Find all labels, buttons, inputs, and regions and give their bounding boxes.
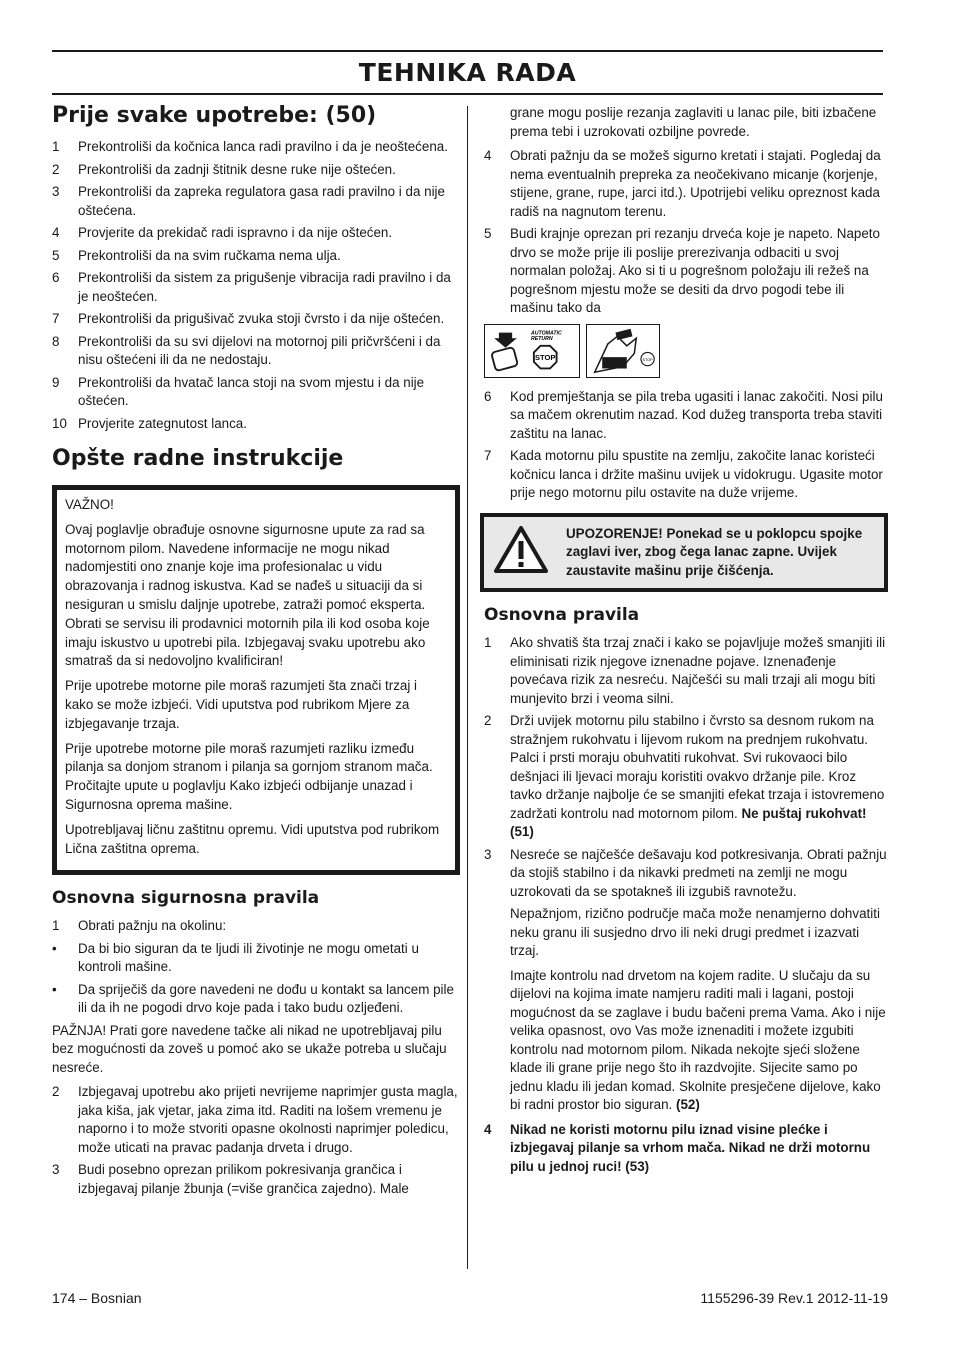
item-text: Provjerite da prekidač radi ispravno i da nije oštećen. — [78, 225, 393, 240]
important-paragraph: Upotrebljavaj ličnu zaštitnu opremu. Vidi uputstva pod rubrikom Lična zaštitna oprema. — [65, 821, 440, 856]
warning-text: UPOZORENJE! Ponekad se u poklopcu spojke zaglavi iver, zbog čega lanac zapne. Uvijek zaustavite mašinu prije čišćenja. — [566, 525, 863, 578]
item-number: 2 — [52, 161, 60, 177]
list-item — [52, 1083, 460, 1157]
list-item — [52, 917, 460, 936]
footer-page-number: 174 – Bosnian — [52, 1290, 142, 1306]
list-item — [52, 138, 460, 157]
header-rule-bottom — [52, 93, 883, 95]
important-paragraph: Ovaj poglavlje obrađuje osnovne sigurnosne upute za rad sa motornom pilom. Navedene informacije ne mogu nikad nadomjestiti ono znanje koje ima profesionalac u vidu obrazovanja i radnog iskustva. Kad se nađeš u situaciji da si nesiguran u smislu daljnje upotrebe, zatraži pomoć eksperta. Obrati se servisu ili prodavnici motornih pila ili kod osoba koje imaju iskustvo u upotrebi pila. Izbjegavaj svaku upotrebu ako smatraš da si nedovoljno kvalificiran! — [65, 521, 430, 669]
important-paragraph: Prije upotrebe motorne pile moraš razumjeti razliku između pilanja sa donjom stranom i pilanja sa gornjom stranom mača. Pročitajte upute u poglavlju Kako izbjeći odbijanje unazad i Sigurnosna oprema mašine. — [65, 740, 433, 812]
page-title: TEHNIKA RADA — [358, 58, 577, 87]
important-box — [52, 485, 460, 875]
item-text: Izbjegavaj upotrebu ako prijeti nevrijeme naprimjer gusta magla, jaka kiša, jak vjetar, jaka zima itd. Raditi na lošem vremenu je naporno i to može stvoriti opasne okolnosti naprimjer poledicu, može uticati na pravac padanja drveta i drugo. — [78, 1084, 458, 1155]
item-number: 10 — [52, 415, 67, 431]
item-text: Da bi bio siguran da te ljudi ili životinje ne mogu ometati u kontroli mašine. — [78, 940, 419, 975]
bullet-item — [52, 981, 460, 1018]
item-number: 1 — [484, 635, 492, 650]
item-number: 1 — [52, 139, 60, 154]
list-item — [52, 247, 460, 266]
item-text: Nikad ne koristi motornu pilu iznad visine plećke i izbjegavaj pilanje sa vrhom mača. Nikad ne drži motornu pilu u jednoj ruci! (53) — [510, 1121, 871, 1174]
item-text: Prekontroliši da zadnji štitnik desne ruke nije oštećen. — [78, 161, 396, 177]
list-item — [484, 388, 888, 444]
item-text: Da spriječiš da gore navedeni ne dođu u kontakt sa lancem pile ili da ih ne pogodi drvo koje pada i tako budu ozljeđeni. — [78, 981, 454, 1016]
item-text: Ako shvatiš šta trzaj znači i kako se pojavljuje možeš smanjiti ili eliminisati rizik njegove iznenadne pojave. Iznenađenje povećava rizik za nesreću. Najčešći su mali trzaji ali mogu biti munjevito brzi i veoma silni. — [510, 635, 886, 706]
important-paragraph: Prije upotrebe motorne pile moraš razumjeti šta znači trzaj i kako se može izbjeći. Vidi uputstva pod rubrikom Mjere za izbjegavanje trzaja. — [65, 678, 418, 731]
item-number: 6 — [52, 270, 60, 285]
checklist — [52, 138, 460, 433]
item-number: 4 — [484, 148, 492, 163]
paragraph: Nepažnjom, rizično područje mača može nenamjerno dohvatiti neku granu ili susjedno drvo ili neki drugi predmet i izazvati trzaj. — [510, 906, 880, 958]
bullet: • — [52, 981, 57, 997]
item-text: Prekontroliši da su svi dijelovi na motornoj pili pričvršćeni i da nisu oštećeni ili da ne nedostaju. — [78, 333, 441, 367]
section-title-osnovna-sigurnosna: Osnovna sigurnosna pravila — [52, 888, 320, 909]
warning-triangle-icon — [494, 525, 548, 573]
section-title-osnovna-pravila: Osnovna pravila — [484, 605, 640, 625]
list-item — [484, 447, 888, 503]
list-item — [52, 374, 460, 411]
list-item — [52, 310, 460, 329]
item-number: 4 — [484, 1121, 492, 1137]
item-number: 7 — [484, 448, 492, 463]
list-item — [52, 333, 460, 370]
carry-chainsaw-illustration — [586, 324, 660, 378]
bullet-item — [52, 940, 460, 977]
list-item — [52, 161, 460, 180]
warning-box — [480, 513, 888, 593]
item-text: Prekontroliši da zapreka regulatora gasa radi pravilno i da nije oštećena. — [78, 184, 445, 218]
item-number: 8 — [52, 333, 60, 349]
item-number: 2 — [484, 713, 492, 728]
item-text: Budi posebno oprezan prilikom pokresivanja grančica i izbjegavaj pilanje žbunja (=više grančica zajedno). Male — [78, 1162, 409, 1196]
paragraph — [510, 967, 888, 1115]
illustrations — [484, 324, 888, 378]
column-divider — [467, 106, 468, 1269]
header-rule-top — [52, 50, 883, 52]
item-number: 2 — [52, 1084, 60, 1100]
item-text: Kada motornu pilu spustite na zemlju, zakočite lanac koristeći kočnicu lanca i držite mašinu uvijek u vidokrugu. Ugasite motor prije nego motornu pilu ostavite na duže vrijeme. — [510, 448, 883, 500]
item-number: 7 — [52, 311, 60, 326]
item-text: Obrati pažnju da se možeš sigurno kretati i stajati. Pogledaj da nema eventualnih prepreka za neočekivano micanje (korjenje, stijene, grane, rupe, jarci itd.). Upotrijebi veliku opreznost kada radiš na nagnutom terenu. — [510, 148, 881, 219]
note-paragraph: PAŽNJA! Prati gore navedene tačke ali nikad ne upotrebljavaj pilu bez mogućnosti da zoveš u pomoć ako se ukaže potreba u slučaju nesreće. — [52, 1022, 447, 1075]
item-number: 5 — [484, 226, 492, 241]
list-item — [484, 712, 888, 842]
item-number: 5 — [52, 247, 60, 263]
list-item — [484, 846, 888, 902]
stop-label-small: STOP — [642, 357, 653, 362]
bullet: • — [52, 940, 57, 956]
item-bold-text: Ne puštaj rukohvat! (51) — [510, 805, 867, 839]
item-number: 6 — [484, 388, 492, 404]
list-item — [484, 1121, 888, 1177]
item-text: Nesreće se najčešće dešavaju kod potkresivanja. Obrati pažnju da stojiš stabilno i da nikavki predmeti na zemlji ne mogu uzrokovati da se spotakneš ili izgubiš ravnotežu. — [510, 846, 887, 899]
item-text: Prekontroliši da kočnica lanca radi pravilno i da je neoštećena. — [78, 139, 448, 154]
section-title-prije: Prije svake upotrebe: (50) — [52, 103, 377, 128]
item-text: Prekontroliši da sistem za prigušenje vibracija radi pravilno i da je neoštećen. — [78, 270, 451, 304]
item-text: Prekontroliši da prigušivač zvuka stoji čvrsto i da nije oštećen. — [78, 311, 445, 326]
item-text: Obrati pažnju na okolinu: — [78, 918, 227, 934]
item-text: Provjerite zategnutost lanca. — [78, 415, 247, 431]
stop-label: STOP — [535, 352, 556, 362]
item-number: 3 — [52, 184, 60, 199]
list-item — [484, 147, 888, 221]
list-item — [52, 269, 460, 306]
left-column — [52, 102, 460, 1202]
item-text: Drži uvijek motornu pilu stabilno i čvrsto sa desnom rukom na stražnjem rukohvatu i lijevom rukom na prednjem rukohvatu. Palci i prsti moraju obuhvatiti rukohvat. Svi rukovaoci bilo dešnjaci ili ljevaci moraju koristiti ovakvo držanje pile. Kroz tavko držanje najbolje će se smanjiti efekat trzaja i istovremeno zadržati kontrolu nad motornom pilom. — [510, 713, 885, 821]
list-item — [52, 224, 460, 243]
continued-paragraph: grane mogu poslije rezanja zaglaviti u lanac pile, biti izbačene prema tebi i uzrokovati ozbiljne povrede. — [510, 105, 877, 139]
item-text: Budi krajnje oprezan pri rezanju drveća koje je napeto. Napeto drvo se može prije ili poslije prerezivanja odbaciti u svoj normalan položaj. Ako si ti u pogrešnom položaju ili režeš na pogrešnom mjestu može se desiti da drvo pogodi tebe ili mašinu tako da — [510, 226, 880, 315]
item-text: Kod premještanja se pila treba ugasiti i lanac zakočiti. Nosi pilu sa mačem okrenutim nazad. Kod dužeg transporta treba staviti zaštitu na lanac. — [510, 388, 883, 441]
paragraph-text: Imajte kontrolu nad drvetom na kojem radite. U slučaju da su dijelovi na kojima imate namjeru raditi mali i lagani, postoji mogućnost da se zaglave i budu bačeni prema Vama. Ako i nije velika opasnost, ovo Vas može iznenaditi i možete izgubiti kontrolu nad motornom pilom. Nikada nekojte sjeći složene klade ili grane prije nego što ih razdvojite. Sijecite samo po jednu kladu ili jedan komad. Skolnite presječene dijelove, kako bi radni prostor bio siguran. — [510, 967, 886, 1112]
list-item — [484, 634, 888, 708]
list-item — [484, 225, 888, 318]
footer-doc-id: 1155296-39 Rev.1 2012-11-19 — [700, 1290, 888, 1306]
item-text: Prekontroliši da na svim ručkama nema ulja. — [78, 247, 341, 263]
item-number: 3 — [484, 846, 492, 862]
list-item — [52, 183, 460, 220]
return-label: RETURN — [531, 335, 553, 342]
automatic-label: AUTOMATIC — [531, 329, 562, 336]
right-column — [484, 104, 888, 1180]
automatic-return-stop-illustration — [484, 324, 580, 378]
list-item — [52, 1161, 460, 1198]
item-number: 4 — [52, 225, 60, 240]
figure-ref: (52) — [676, 1097, 700, 1112]
section-title-opste: Opšte radne instrukcije — [52, 446, 344, 471]
item-number: 9 — [52, 374, 60, 390]
important-label: VAŽNO! — [65, 497, 114, 512]
list-item — [52, 415, 460, 434]
item-text: Prekontroliši da hvatač lanca stoji na svom mjestu i da nije oštećen. — [78, 374, 425, 408]
item-number: 3 — [52, 1162, 60, 1178]
item-number: 1 — [52, 918, 60, 934]
